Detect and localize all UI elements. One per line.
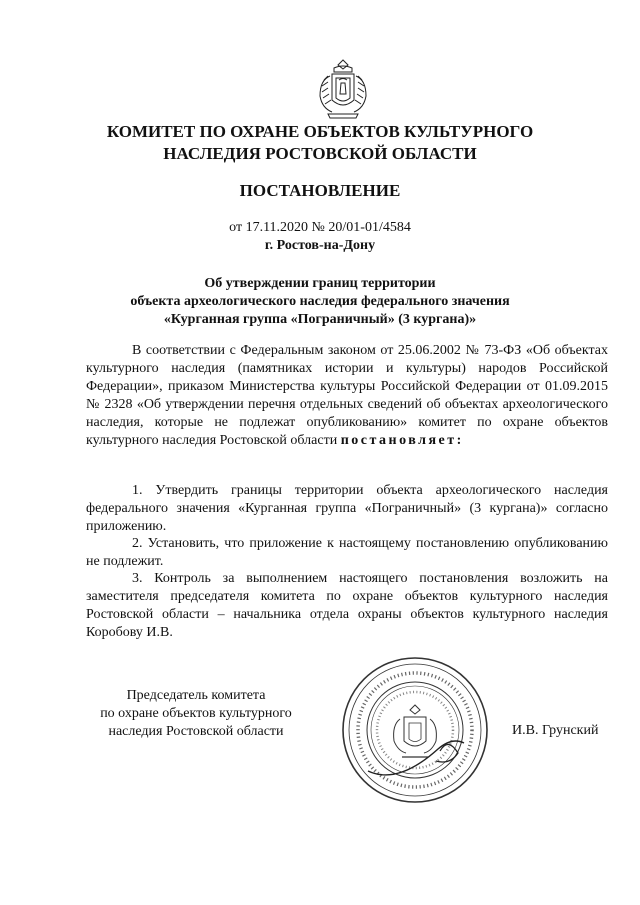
item-2: 2. Установить, что приложение к настоящему постановлению опубликованию не подлежит. [86,536,608,569]
committee-name [60,121,580,165]
coat-of-arms-icon [312,56,374,122]
official-seal-icon [338,653,492,807]
document-type: ПОСТАНОВЛЕНИЕ [239,181,401,200]
subject-line-3: «Курганная группа «Пограничный» (3 кургана)» [163,312,477,327]
subject-line-1: Об утверждении границ территории [204,276,436,291]
city: г. Ростов-на-Дону [264,238,376,253]
item-1: 1. Утвердить границы территории объекта археологического наследия федерального значения «Курганная группа «Пограничный» (3 кургана)» согласно приложению. [86,483,608,534]
position-line-2: по охране объектов культурного [100,706,292,721]
committee-line-2: НАСЛЕДИЯ РОСТОВСКОЙ ОБЛАСТИ [163,144,477,163]
subject-line-2: объекта археологического наследия федерального значения [130,294,510,309]
signatory-name: И.В. Грунский [512,723,599,738]
preamble-paragraph [86,342,608,450]
item-3: 3. Контроль за выполнением настоящего постановления возложить на заместителя председателя комитета по охране объектов культурного наследия Ростовской области – начальника отдела охраны объектов культурного наследия Коробову И.В. [86,571,608,640]
decree-word: постановляет: [340,433,464,448]
committee-line-1: КОМИТЕТ ПО ОХРАНЕ ОБЪЕКТОВ КУЛЬТУРНОГО [106,122,534,141]
signatory-position [86,687,306,741]
position-line-3: наследия Ростовской области [108,724,284,739]
preamble-text: В соответствии с Федеральным законом от 25.06.2002 № 73-ФЗ «Об объектах культурного наследия (памятниках истории и культуры) народов Российской Федерации», приказом Министерства культуры Российской Федерации от 01.09.2015 № 2328 «Об утверждении перечня отдельных сведений об объектах археологического наследия, которые не подлежат опубликованию» комитет по охране объектов культурного наследия Ростовской области [86,343,608,448]
position-line-1: Председатель комитета [126,688,266,703]
date-number: от 17.11.2020 № 20/01-01/4584 [229,220,411,235]
document-subject [60,275,580,329]
